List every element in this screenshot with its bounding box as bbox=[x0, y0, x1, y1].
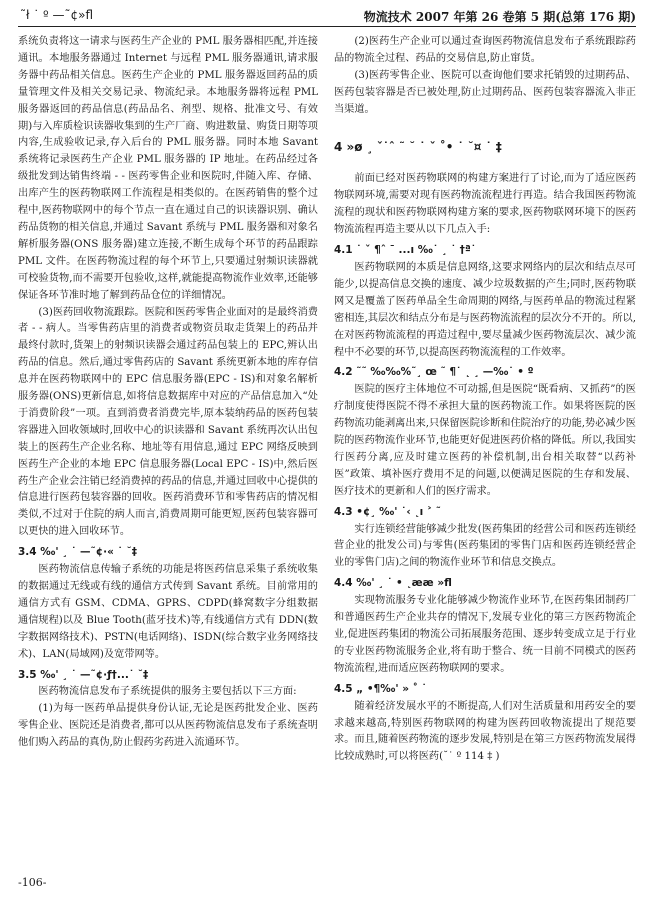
section-heading-4-3: 4.3 •¢¸ ‰' ˙‹ ˛ı ˃ ˜ bbox=[334, 505, 442, 518]
section-heading-3-4: 3.4 ‰' ¸ ˙ —˜¢·« ˙ ˘‡ bbox=[18, 546, 137, 559]
section-heading-4-4: 4.4 ‰' ¸ ˙ • ˛ææ »fl bbox=[334, 577, 452, 590]
paragraph: (3)医药回收物流跟踪。医院和医药零售企业面对的是最终消费者 - - 病人。当零售药店里的消费者或物资员取走货架上的药品并最终付款时,货架上的射频识读器会通过药品包装上的 EPC,辨认出药品的信息。然后,通过零售药店的 Savant 系统更新本地的库存信息并在医药物联网中的 EPC 信息服务器(EPC - IS)和对象名解析服务器(ONS)更新信息,如将信息数据库中对应的产品信息加入“处于消费阶段”一项。直到消费者消费完毕,原本装纳药品的医药包装容器进入回收领域时,回收中心的识读器和 Savant 系统再次认出包装上的医药生产企业名称、地址等有用信息,通过 EPC 网络反映到医药生产企业的本地 EPC 信息服务器(Local EPC - IS)中,然后医药生产企业会注销已经消费掉的药品的信息,并通过回收中心提供的信息进行医药包装容器的回收。医药消费环节和零售药店的情况相类似,不过对于住院的病人而言,消费周期可能更短,医药包装容器可以更快的进入回收环节。 bbox=[18, 306, 318, 538]
section-heading-3-5: 3.5 ‰' ¸ ˙ —˜¢·ƒ†...˙ ˘‡ bbox=[18, 668, 149, 681]
paragraph: 医院的医疗主体地位不可动摇,但是医院“既看病、又抓药”的医疗制度使得医院不得不承担大量的医药物流工作。如果将医院的医药物流功能剥离出来,只保留医院诊断和住院治疗的功能,势必减少医院的医药物流作业环节,也能更好促进医药价格的降低。所以,我国实行医药分离,应及时建立医药的补偿机制,出台相关取替“以药补医”政策、填补医疗费用不足的问题,以便满足医院的生存和发展、医疗技术的更新和人们的医疗需求。 bbox=[334, 384, 636, 497]
section-heading-4: 4 »ø ¸ ˇ˙ˆ ˜ ˘ ˙ ˇ ˚• ˙ ˘¤ ˙ ‡ bbox=[334, 139, 502, 154]
paragraph: 医药物流信息传输子系统的功能是将医药信息采集子系统收集的数据通过无线或有线的通信方式传到 Savant 系统。目前常用的通信方式有 GSM、CDMA、GPRS、CDPD(蜂窝数字分组数据通信规程)以及 Blue Tooth(蓝牙技术)等,有线通信方式有 DDN(数字数据网络技术)、PSTN(电话网络)、ISDN(综合数字业务网络技术)、LAN(局域网)及宽带网等。 bbox=[18, 564, 318, 660]
paragraph: 随着经济发展水平的不断提高,人们对生活质量和用药安全的要求越来越高,特别医药物联网的构建为医药回收物流提出了规范要求。而且,随着医药物流的逐步发展,特别是在第三方医药物流发展得比较成熟时,可以将医药(˘˙ º 114 ‡ ) bbox=[334, 700, 636, 763]
paragraph: 系统负责将这一请求与医药生产企业的 PML 服务器相匹配,并连接通讯。本地服务器通过 Internet 与远程 PML 服务器通讯,请求服务器中药品相关信息。医药生产企业的 PML 服务器返回药品的质量管理文件及相关交易记录、物流纪录。本地服务器将远程 PML 服务器返回的药品信息(药品品名、剂型、规格、批准文号、有效期)与入库质检识读器收集到的生产厂商、购进数量、购货日期等项内容,生成验收记录,存入后台的 PML 服务器。同时本地 Savant 系统将记录医药生产企业 PML 服务器的 IP 地址。在药品经过各级批发到达销售终端 - - 医药零售企业和医院时,伴随入库、存储、出库产生的医药物联网工作流程是相类似的。在医药销售的整个过程中,医药物联网中的每个节点一直在通过自己的识读器识别、确认药品货物的相关信息,并通过 Savant 系统与 PML 服务器和对象名解析服务器(ONS 服务器)建立连接,不断生成每个环节的药品跟踪 PML 文件。在医药物流过程的每个环节上,只要通过射频识读器就可校验货物,而不需要开包验收,这样,就能提高物流作业效率,还能够保证各环节准时地了解到药品仓位的详细情况。 bbox=[18, 36, 318, 301]
paragraph: 医药物流信息发布子系统提供的服务主要包括以下三方面: bbox=[38, 686, 297, 698]
paragraph: (2)医药生产企业可以通过查询医药物流信息发布子系统跟踪药品的物流全过程、药品的交易信息,防止窜货。 bbox=[334, 36, 636, 64]
header-journal-logo-text: ˜ł ˙ º —˜¢»fl bbox=[20, 8, 94, 22]
right-column bbox=[334, 34, 636, 766]
header-issue-info: 物流技术 2007 年第 26 卷第 5 期(总第 176 期) bbox=[363, 10, 636, 24]
running-header bbox=[18, 6, 636, 27]
paragraph: (1)为每一医药单品提供身份认证,无论是医药批发企业、医药零售企业、医院还是消费者,都可以从医药物流信息发布子系统查明他们购入药品的真伪,防止假药劣药进入流通环节。 bbox=[18, 703, 318, 749]
paragraph: (3)医药零售企业、医院可以查询他们要求托销毁的过期药品、医药包装容器是否已被处理,防止过期药品、医药包装容器流入非正当渠道。 bbox=[334, 69, 636, 115]
section-heading-4-1: 4.1 ˙ ˇ ¶ˆ ˉ ...ı ‰˙ ¸ ˙ †ª˙ bbox=[334, 244, 477, 257]
paragraph: 前面已经对医药物联网的构建方案进行了讨论,而为了适应医药物联网环境,需要对现有医药物流流程进行再造。结合我国医药物流流程的现状和医药物联网构建方案的要求,医药物联网环境下的医药物流流程再造主要从以下几点入手: bbox=[334, 173, 636, 236]
section-heading-4-2: 4.2 ˜˜ ‰‰%˜¸ œ ˜ ¶˙ ˛ ¸ —‰˙ • º bbox=[334, 366, 534, 379]
paragraph: 医药物联网的本质是信息网络,这要求网络内的层次和结点尽可能少,以提高信息交换的速度、减少垃圾数据的产生;同时,医药物联网又是覆盖了医药单品全生命周期的网络,与医药单品的物流过程紧密相连,其层次和结点分布是与医药物流流程的层次分不开的。所以,在对医药物流流程的再造过程中,要尽量减少医药物流层次、减少流程中不必要的环节,以提高医药物流流程的工作效率。 bbox=[334, 261, 636, 358]
section-heading-4-5: 4.5 „ •¶‰' » ˚ ˙ bbox=[334, 682, 427, 695]
paragraph: 实现物流服务专业化能够减少物流作业环节,在医药集团制药厂和普通医药生产企业共存的情况下,发展专业化的第三方医药物流企业,促进医药集团的物流公司拓展服务范围、逐步转变成立足于行业的专业医药物流服务企业,将有助于整合、统一目前不同模式的医药物流流程,进而适应医药物联网的要求。 bbox=[334, 595, 636, 674]
paragraph: 实行连锁经营能够减少批发(医药集团的经营公司和医药连锁经营企业的批发公司)与零售(医药集团的零售门店和医药连锁经营企业的零售门店)之间的物流作业环节和信息交换点。 bbox=[334, 523, 636, 569]
left-column bbox=[18, 34, 318, 752]
page-number: -106- bbox=[18, 876, 47, 889]
